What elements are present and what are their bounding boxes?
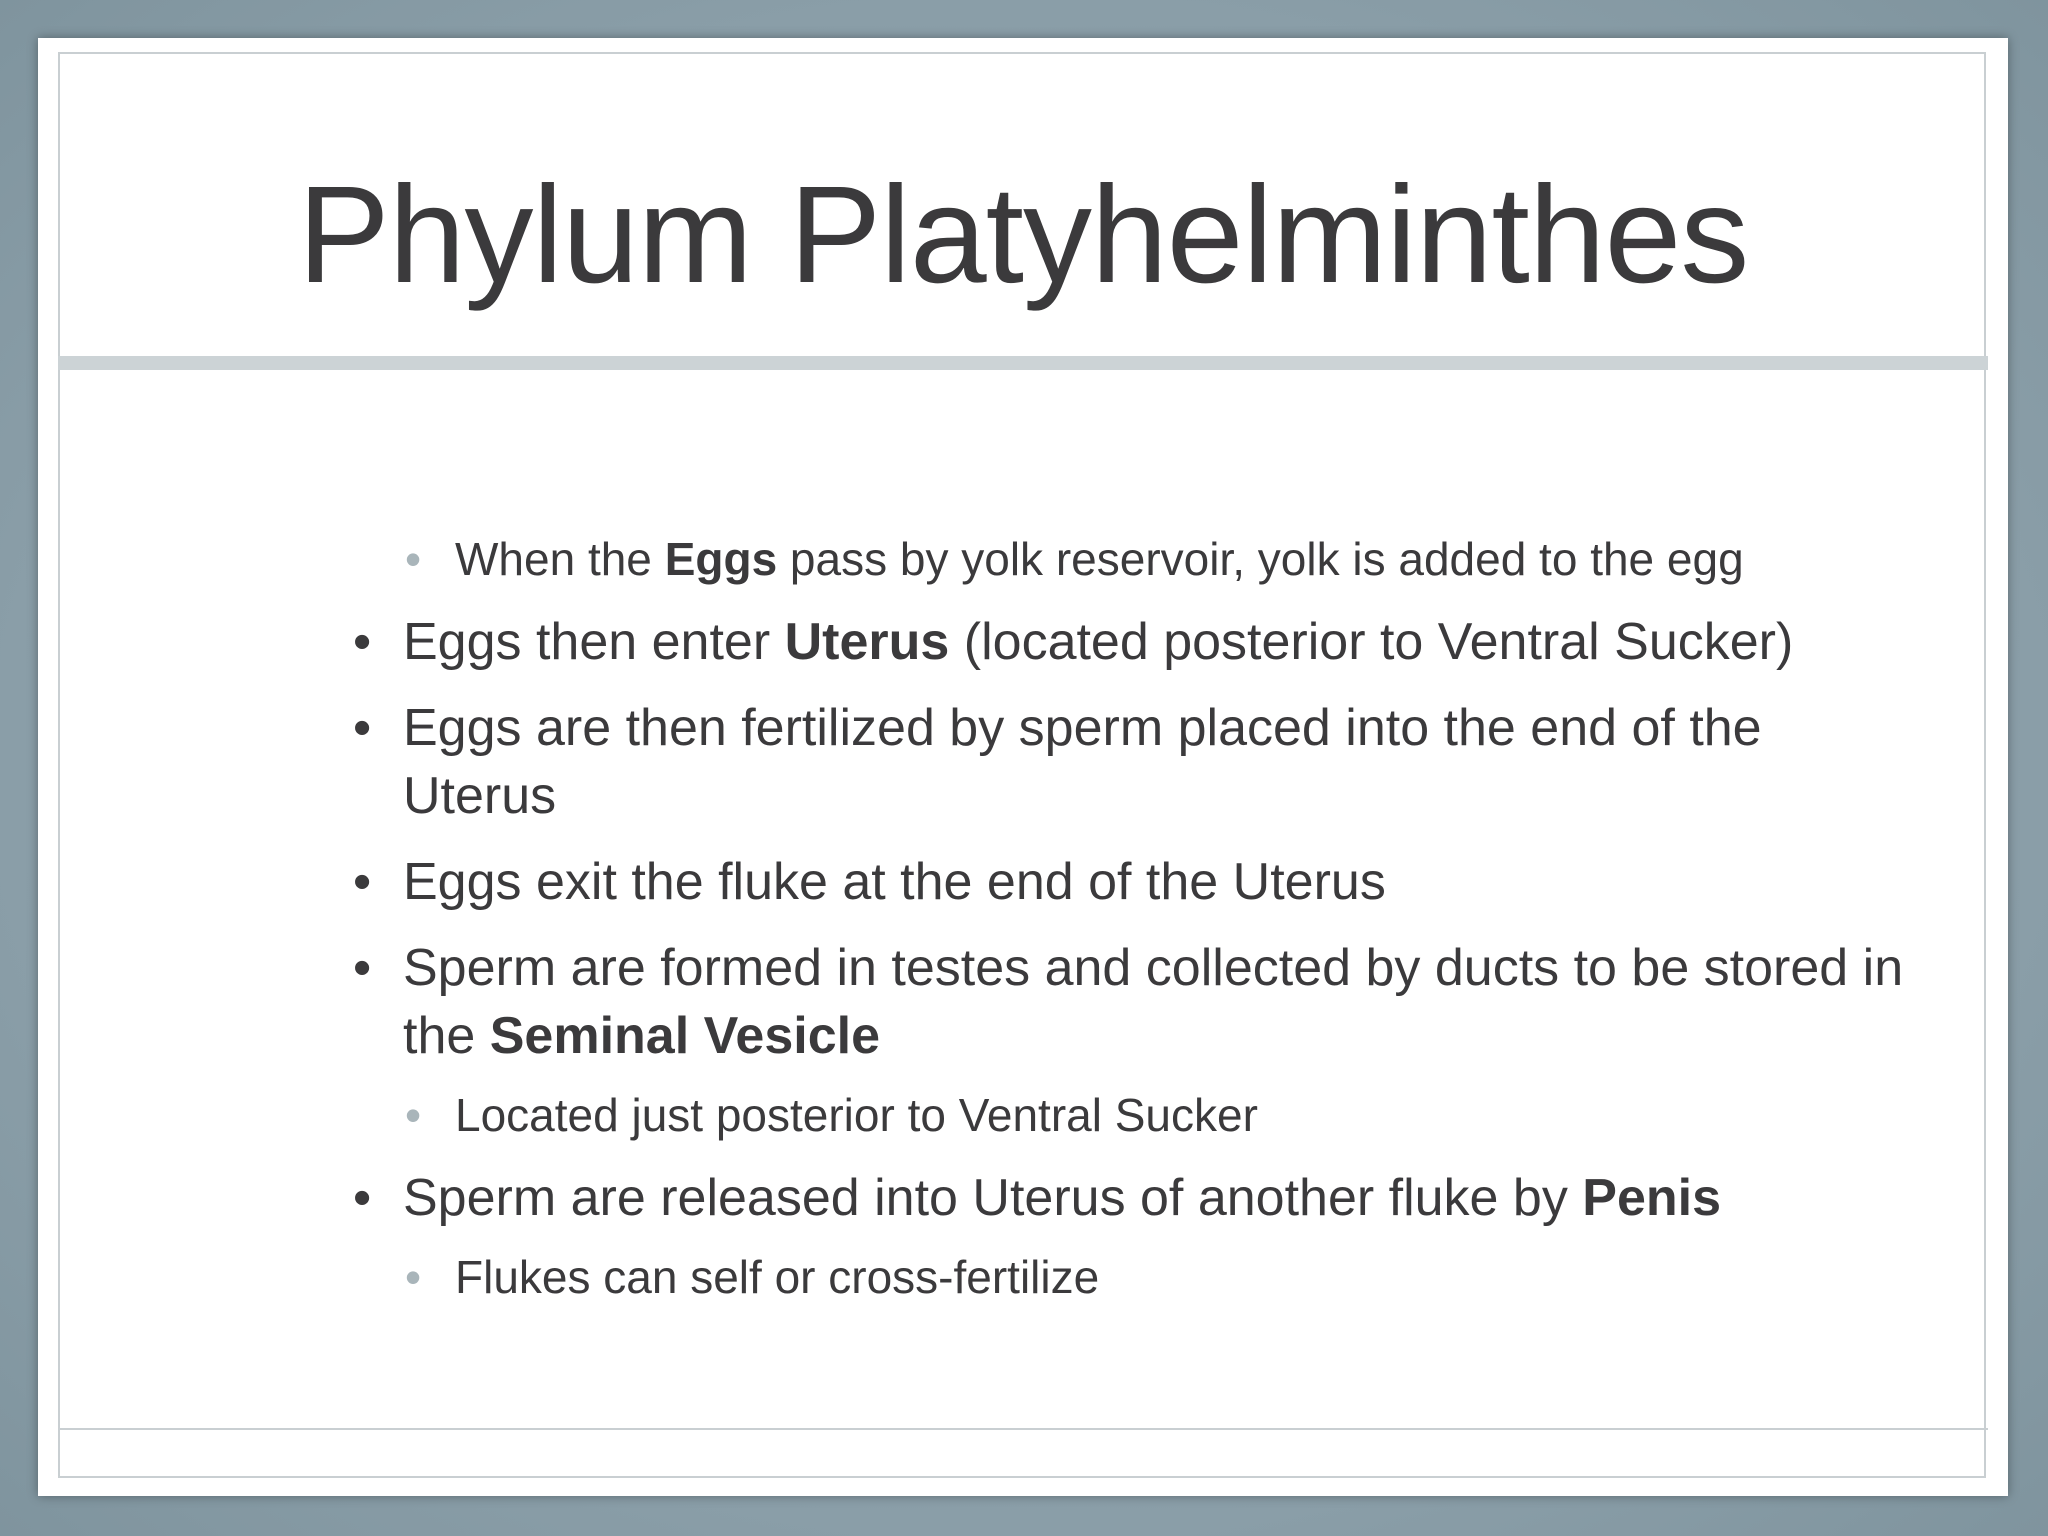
bullet-emphasis: Eggs — [664, 533, 778, 585]
bullet-list — [353, 528, 1913, 1308]
bullet-text: pass by yolk reservoir, yolk is added to the egg — [777, 533, 1744, 585]
bullet-text: (located posterior to Ventral Sucker) — [949, 613, 1794, 671]
slide-title: Phylum Platyhelminthes — [297, 158, 1749, 312]
bullet-text: Sperm are released into Uterus of another fluke by — [403, 1169, 1583, 1227]
bullet-item — [353, 608, 1913, 676]
bullet-emphasis: Seminal Vesicle — [489, 1007, 880, 1065]
bullet-text: Eggs exit the fluke at the end of the Uterus — [403, 853, 1386, 911]
bullet-marker: • — [405, 1251, 422, 1303]
footer-divider — [58, 1428, 1988, 1430]
bullet-text: Eggs then enter — [403, 613, 785, 671]
bullet-emphasis: Uterus — [784, 613, 950, 671]
bullet-emphasis: Penis — [1582, 1169, 1722, 1227]
bullet-marker: • — [353, 613, 372, 671]
slide — [38, 38, 2008, 1496]
bullet-text: Flukes can self or cross-fertilize — [455, 1251, 1100, 1303]
bullet-text: Located just posterior to Ventral Sucker — [455, 1089, 1258, 1141]
bullet-marker: • — [353, 853, 372, 911]
bullet-text: Sperm are formed in testes and collected by ducts to be stored in the — [403, 939, 1904, 1065]
bullet-text: When the — [455, 533, 665, 585]
bullet-item — [353, 1246, 1913, 1308]
bullet-item — [353, 1084, 1913, 1146]
bullet-marker: • — [353, 1169, 372, 1227]
bullet-marker: • — [405, 1089, 422, 1141]
bullet-item — [353, 1164, 1913, 1232]
bullet-item — [353, 934, 1913, 1070]
bullet-text: Eggs are then fertilized by sperm placed into the end of the Uterus — [403, 699, 1762, 825]
bullet-marker: • — [405, 533, 422, 585]
bullet-item — [353, 528, 1913, 590]
bullet-marker: • — [353, 939, 372, 997]
bullet-item — [353, 694, 1913, 830]
title-divider — [58, 356, 1988, 370]
bullet-item — [353, 848, 1913, 916]
bullet-marker: • — [353, 699, 372, 757]
